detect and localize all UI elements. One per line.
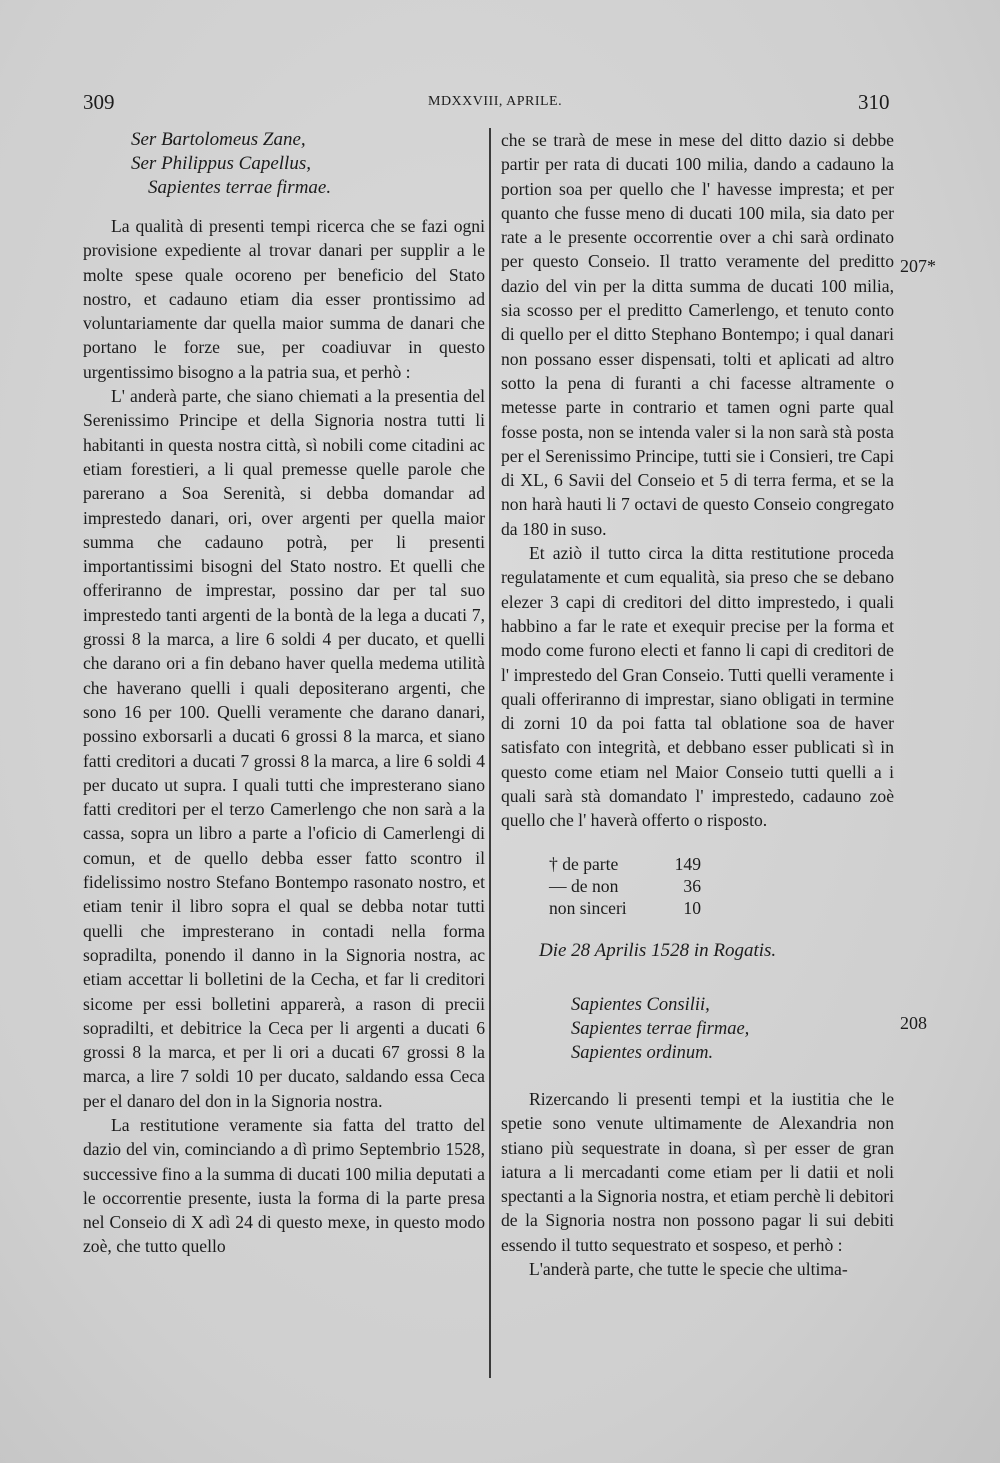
paragraph: La restitutione veramente sia fatta del tratto del dazio del vin, cominciando a dì primo Septembrio 1528, successive fino a la summa di ducati 100 milia deputati a le occorrentie presente, iusta la forma di la parte presa nel Conseio di X adì 24 di questo mexe, in questo modo zoè, che tutto quello bbox=[83, 1114, 485, 1257]
session-heading: Die 28 Aprilis 1528 in Rogatis. bbox=[539, 939, 777, 961]
paragraph: La qualità di presenti tempi ricerca che se fazi ogni provisione expediente al trovar danari per supplir a le molte spese quale ocoreno per beneficio del Stato nostro, et cadauno etiam dia esser prontissimo ad voluntariamente dar quella maior summa de danari che portano le forze sue, per coadiuvar in questo urgentissimo bisogno a la patria sua, et perhò : bbox=[83, 216, 485, 382]
vote-tally bbox=[549, 853, 894, 919]
page-number-right: 310 bbox=[858, 90, 890, 114]
left-column bbox=[83, 128, 485, 1259]
margin-folio-208: 208 bbox=[900, 1013, 927, 1033]
paragraph: Rizercando li presenti tempi et la iustitia che le spetie sono venute ultimamente de Alexandria non stiano più sequestrate in doana, sì per esser de gran iatura a li mercadanti come etiam per li datii et noli spectanti a la Signoria nostra, et etiam perchè li debitori de la Signoria nostra non possono pagar li sui debiti essendo il tutto sequestrato et sospeso, et perhò : bbox=[501, 1088, 894, 1255]
vote-row bbox=[549, 853, 894, 875]
vote-value: 149 bbox=[674, 853, 701, 874]
signatory-1: Sapientes Consilii, bbox=[571, 994, 710, 1015]
paragraph: Et aziò il tutto circa la ditta restitutione proceda regulatamente et cum equalità, sia preso che se debano elezer 3 capi di creditori del ditto imprestedo, i quali habbino a far le rate et exequir precise per la forma et modo come furono electi et fanno li capi di creditori de l' imprestedo del Gran Conseio. Tutti quelli veramente i quali offeriranno di imprestar, siano obligati in termine di zorni 10 da poi fatta tal oblatione soa de haver satisfato con integrità, et debbano esser publicati sì in questo come etiam nel Maior Conseio tutti quelli a i quali sarà stà domandato l' imprestedo, cadauno zoè quello che l' haverà offerto o risposto. bbox=[501, 543, 894, 831]
signatory-3: Sapientes ordinum. bbox=[571, 1042, 714, 1063]
vote-row bbox=[549, 875, 894, 897]
vote-label: — de non bbox=[549, 875, 619, 896]
signatory-2: Sapientes terrae firmae, bbox=[571, 1018, 750, 1039]
vote-label: † de parte bbox=[549, 853, 619, 874]
vote-label: non sinceri bbox=[549, 897, 627, 918]
signatory-3: Sapientes terrae firmae. bbox=[148, 177, 332, 198]
right-column bbox=[501, 128, 894, 1281]
vote-row bbox=[549, 897, 894, 919]
paragraph: L'anderà parte, che tutte le specie che ultima- bbox=[529, 1258, 848, 1279]
signatory-1: Ser Bartolomeus Zane, bbox=[131, 129, 306, 150]
paragraph: che se trarà de mese in mese del ditto dazio si debbe partir per rata di ducati 100 milia, dando a cadauno la portion soa per quello che l' havesse impresta; et per quanto che fusse meno di ducati 100 mila, sia dato per rate a le presente occorrentie over a chi sarà ordinato per questo Conseio. Il tratto veramente del preditto dazio del vin per la ditta summa de ducati 100 milia, sia scosso per el preditto Camerlengo, et tenuto conto di quello per el ditto Stephano Bontempo; i qual danari non possano esser dispensati, tolti et aplicati ad altro sotto la pena di furanti a chi facesse altramente o metesse parte in contrario et tamen ogni parte qual fosse posta, non se intenda valer si la non sarà stà posta per el Serenissimo Principe, tutti sie i Consieri, tre Capi di XL, 6 Savii del Conseio et 5 di terra ferma, et se la non harà hauti li 7 octavi de questo Conseio congregato da 180 in suso. bbox=[501, 130, 894, 539]
page-number-left: 309 bbox=[83, 90, 115, 114]
signatory-2: Ser Philippus Capellus, bbox=[131, 153, 311, 174]
running-title: MDXXVIII, APRILE. bbox=[428, 94, 563, 109]
vote-value: 36 bbox=[683, 875, 701, 896]
vote-value: 10 bbox=[683, 897, 701, 918]
paragraph: L' anderà parte, che siano chiemati a la presentia del Serenissimo Principe et della Signoria nostra tutti li habitanti in questa nostra città, sì nobili come citadini ac etiam forestieri, a li qual premesse quelle parole che parerano a Soa Serenità, si debba domandar ad imprestedo danari, ori, over argenti per quella maior summa che cadauno potrà, per li presenti importantissimi bisogni del Stato nostro. Et quelli che offeriranno de imprestar, possino dar per tal suo imprestedo tanti argenti de la bontà de la lega a ducati 7, grossi 8 la marca, a lire 6 soldi 4 per ducato, et quelli che darano ori a fin debano haver quella medema utilità che haverano quelli i quali depositerano argenti, che sono 16 per 100. Quelli veramente che darano danari, possino exborsarli a ducati 6 grossi 8 la marca, et siano fatti creditori a ducati 7 grossi 8 la marca, a lire 6 soldi 4 per ducato ut supra. I quali tutti che impresterano siano fatti creditori per el terzo Camerlengo che non sarà a la cassa, sopra un libro a parte a l'oficio di Camerlengi di comun, et de quello debba esser fatto scontro il fidelissimo nostro Stefano Bontempo rasonato nostro, et etiam tenir il libro sopra el qual se debba notar tutti quelli che impresterano in contadi nella forma sopradilta, ponendo il danno in la Signoria nostra, ac etiam accettar li bolletini de la Cecha, et far li creditori sicome per essi bolletini apparerà, a rason di precii sopradilti, et debitrice la Ceca per li argenti a ducati 6 grossi 8 la marca, et per li ori a ducati 67 grossi 8 la marca, a lire 7 soldi 10 per ducato, saldando essa Ceca per el danaro del don in la Signoria nostra. bbox=[83, 386, 485, 1111]
page-header bbox=[0, 90, 1000, 120]
column-divider bbox=[489, 128, 491, 1378]
margin-folio-207: 207* bbox=[900, 256, 936, 276]
